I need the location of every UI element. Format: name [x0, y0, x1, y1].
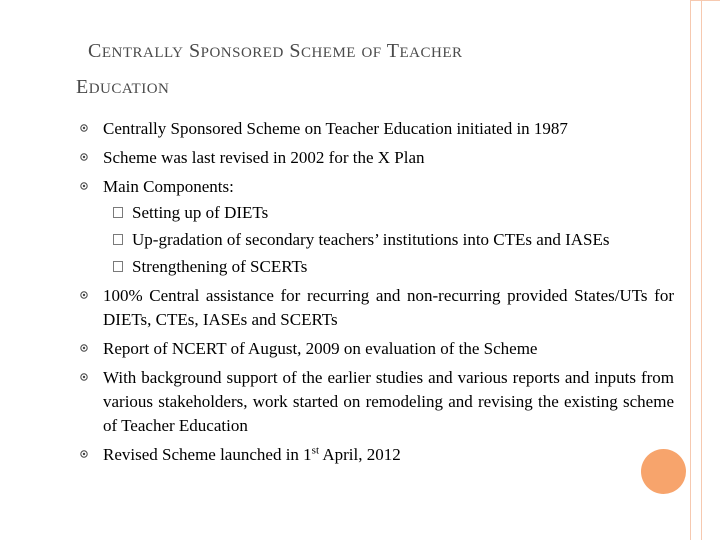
bullet-list [78, 117, 674, 472]
bullet-icon [79, 372, 89, 382]
frame-line-left [690, 0, 691, 540]
list-item: 100% Central assistance for recurring and non-recurring provided States/UTs for DIETs, CTEs, IASEs and SCERTs [78, 284, 674, 332]
bullet-icon [79, 123, 89, 133]
sub-list-item: Strengthening of SCERTs [78, 255, 674, 279]
list-item: With background support of the earlier studies and various reports and inputs from various stakeholders, work started on remodeling and revising the existing scheme of Teacher Education [78, 366, 674, 438]
list-item: Revised Scheme launched in 1st April, 2012 [78, 443, 674, 467]
bullet-icon [79, 152, 89, 162]
checkbox-icon [113, 234, 123, 245]
checkbox-icon [113, 207, 123, 218]
checkbox-icon [113, 261, 123, 272]
list-item: Scheme was last revised in 2002 for the X Plan [78, 146, 674, 170]
page-title [76, 34, 616, 106]
bullet-icon [79, 290, 89, 300]
title-line-1: CENTRALLY SPONSORED SCHEME OF TEACHER [88, 40, 463, 62]
list-item: Report of NCERT of August, 2009 on evaluation of the Scheme [78, 337, 674, 361]
bullet-icon [79, 343, 89, 353]
title-line-2: EDUCATION [76, 76, 170, 98]
bullet-icon [79, 181, 89, 191]
bullet-icon [79, 449, 89, 459]
frame-line-top [690, 0, 720, 1]
sub-list-item: Setting up of DIETs [78, 201, 674, 225]
list-item: Main Components: [78, 175, 674, 199]
sub-list-item: Up-gradation of secondary teachers’ institutions into CTEs and IASEs [78, 228, 674, 252]
list-item: Centrally Sponsored Scheme on Teacher Education initiated in 1987 [78, 117, 674, 141]
frame-line-right [701, 0, 702, 540]
